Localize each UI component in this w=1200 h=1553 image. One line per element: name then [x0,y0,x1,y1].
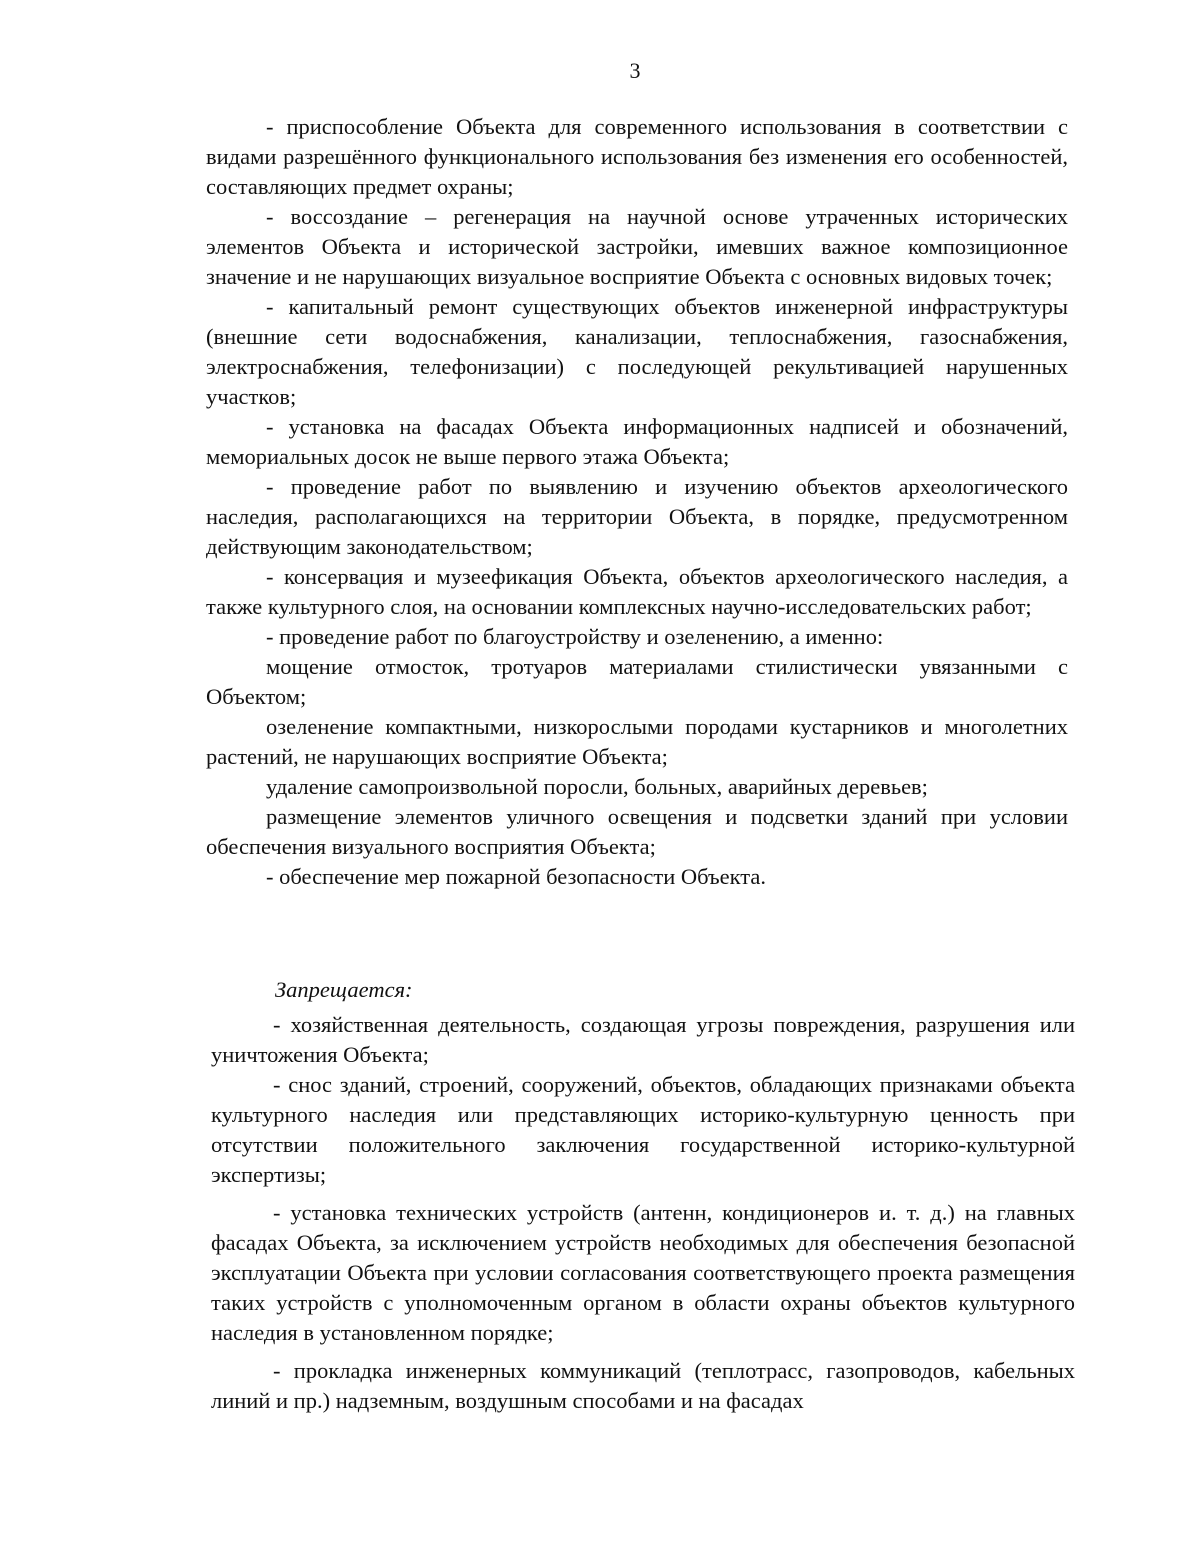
list-item: - капитальный ремонт существующих объектов инженерной инфраструктуры (внешние сети водоснабжения, канализации, теплоснабжения, газоснабжения, электроснабжения, телефонизации) с последующей рекультивацией нарушенных участков; [206,294,1068,409]
list-item: озеленение компактными, низкорослыми породами кустарников и многолетних растений, не нарушающих восприятие Объекта; [206,714,1068,769]
list-item: - приспособление Объекта для современного использования в соответствии с видами разрешённого функционального использования без изменения его особенностей, составляющих предмет охраны; [206,114,1068,199]
prohibited-heading: Запрещается: [275,977,413,1002]
list-item: - обеспечение мер пожарной безопасности Объекта. [266,864,766,889]
list-item: - установка технических устройств (антенн, кондиционеров и. т. д.) на главных фасадах Объекта, за исключением устройств необходимых для обеспечения безопасной эксплуатации Объекта при условии согласования соответствующего проекта размещения таких устройств с уполномоченным органом в области охраны объектов культурного наследия в установленном порядке; [211,1200,1075,1345]
list-item: - проведение работ по благоустройству и озеленению, а именно: [266,624,884,649]
page-number: 3 [629,58,641,83]
permitted-works-list [206,112,1068,892]
list-item: - проведение работ по выявлению и изучению объектов археологического наследия, располагающихся на территории Объекта, в порядке, предусмотренном действующим законодательством; [206,474,1068,559]
list-item: удаление самопроизвольной поросли, больных, аварийных деревьев; [266,774,928,799]
list-item: размещение элементов уличного освещения и подсветки зданий при условии обеспечения визуального восприятия Объекта; [206,804,1068,859]
list-item: - прокладка инженерных коммуникаций (теплотрасс, газопроводов, кабельных линий и пр.) надземным, воздушным способами и на фасадах [211,1358,1075,1413]
list-item: - консервация и музеефикация Объекта, объектов археологического наследия, а также культурного слоя, на основании комплексных научно-исследовательских работ; [206,564,1068,619]
list-item: - хозяйственная деятельность, создающая угрозы повреждения, разрушения или уничтожения Объекта; [211,1012,1075,1067]
list-item: - снос зданий, строений, сооружений, объектов, обладающих признаками объекта культурного наследия или представляющих историко-культурную ценность при отсутствии положительного заключения государственной историко-культурной экспертизы; [211,1072,1075,1187]
prohibited-works-section [211,977,1075,1416]
list-item: - воссоздание – регенерация на научной основе утраченных исторических элементов Объекта и исторической застройки, имевших важное композиционное значение и не нарушающих визуальное восприятие Объекта с основных видовых точек; [206,204,1068,289]
list-item: мощение отмосток, тротуаров материалами стилистически увязанными с Объектом; [206,654,1068,709]
list-item: - установка на фасадах Объекта информационных надписей и обозначений, мемориальных досок не выше первого этажа Объекта; [206,414,1068,469]
